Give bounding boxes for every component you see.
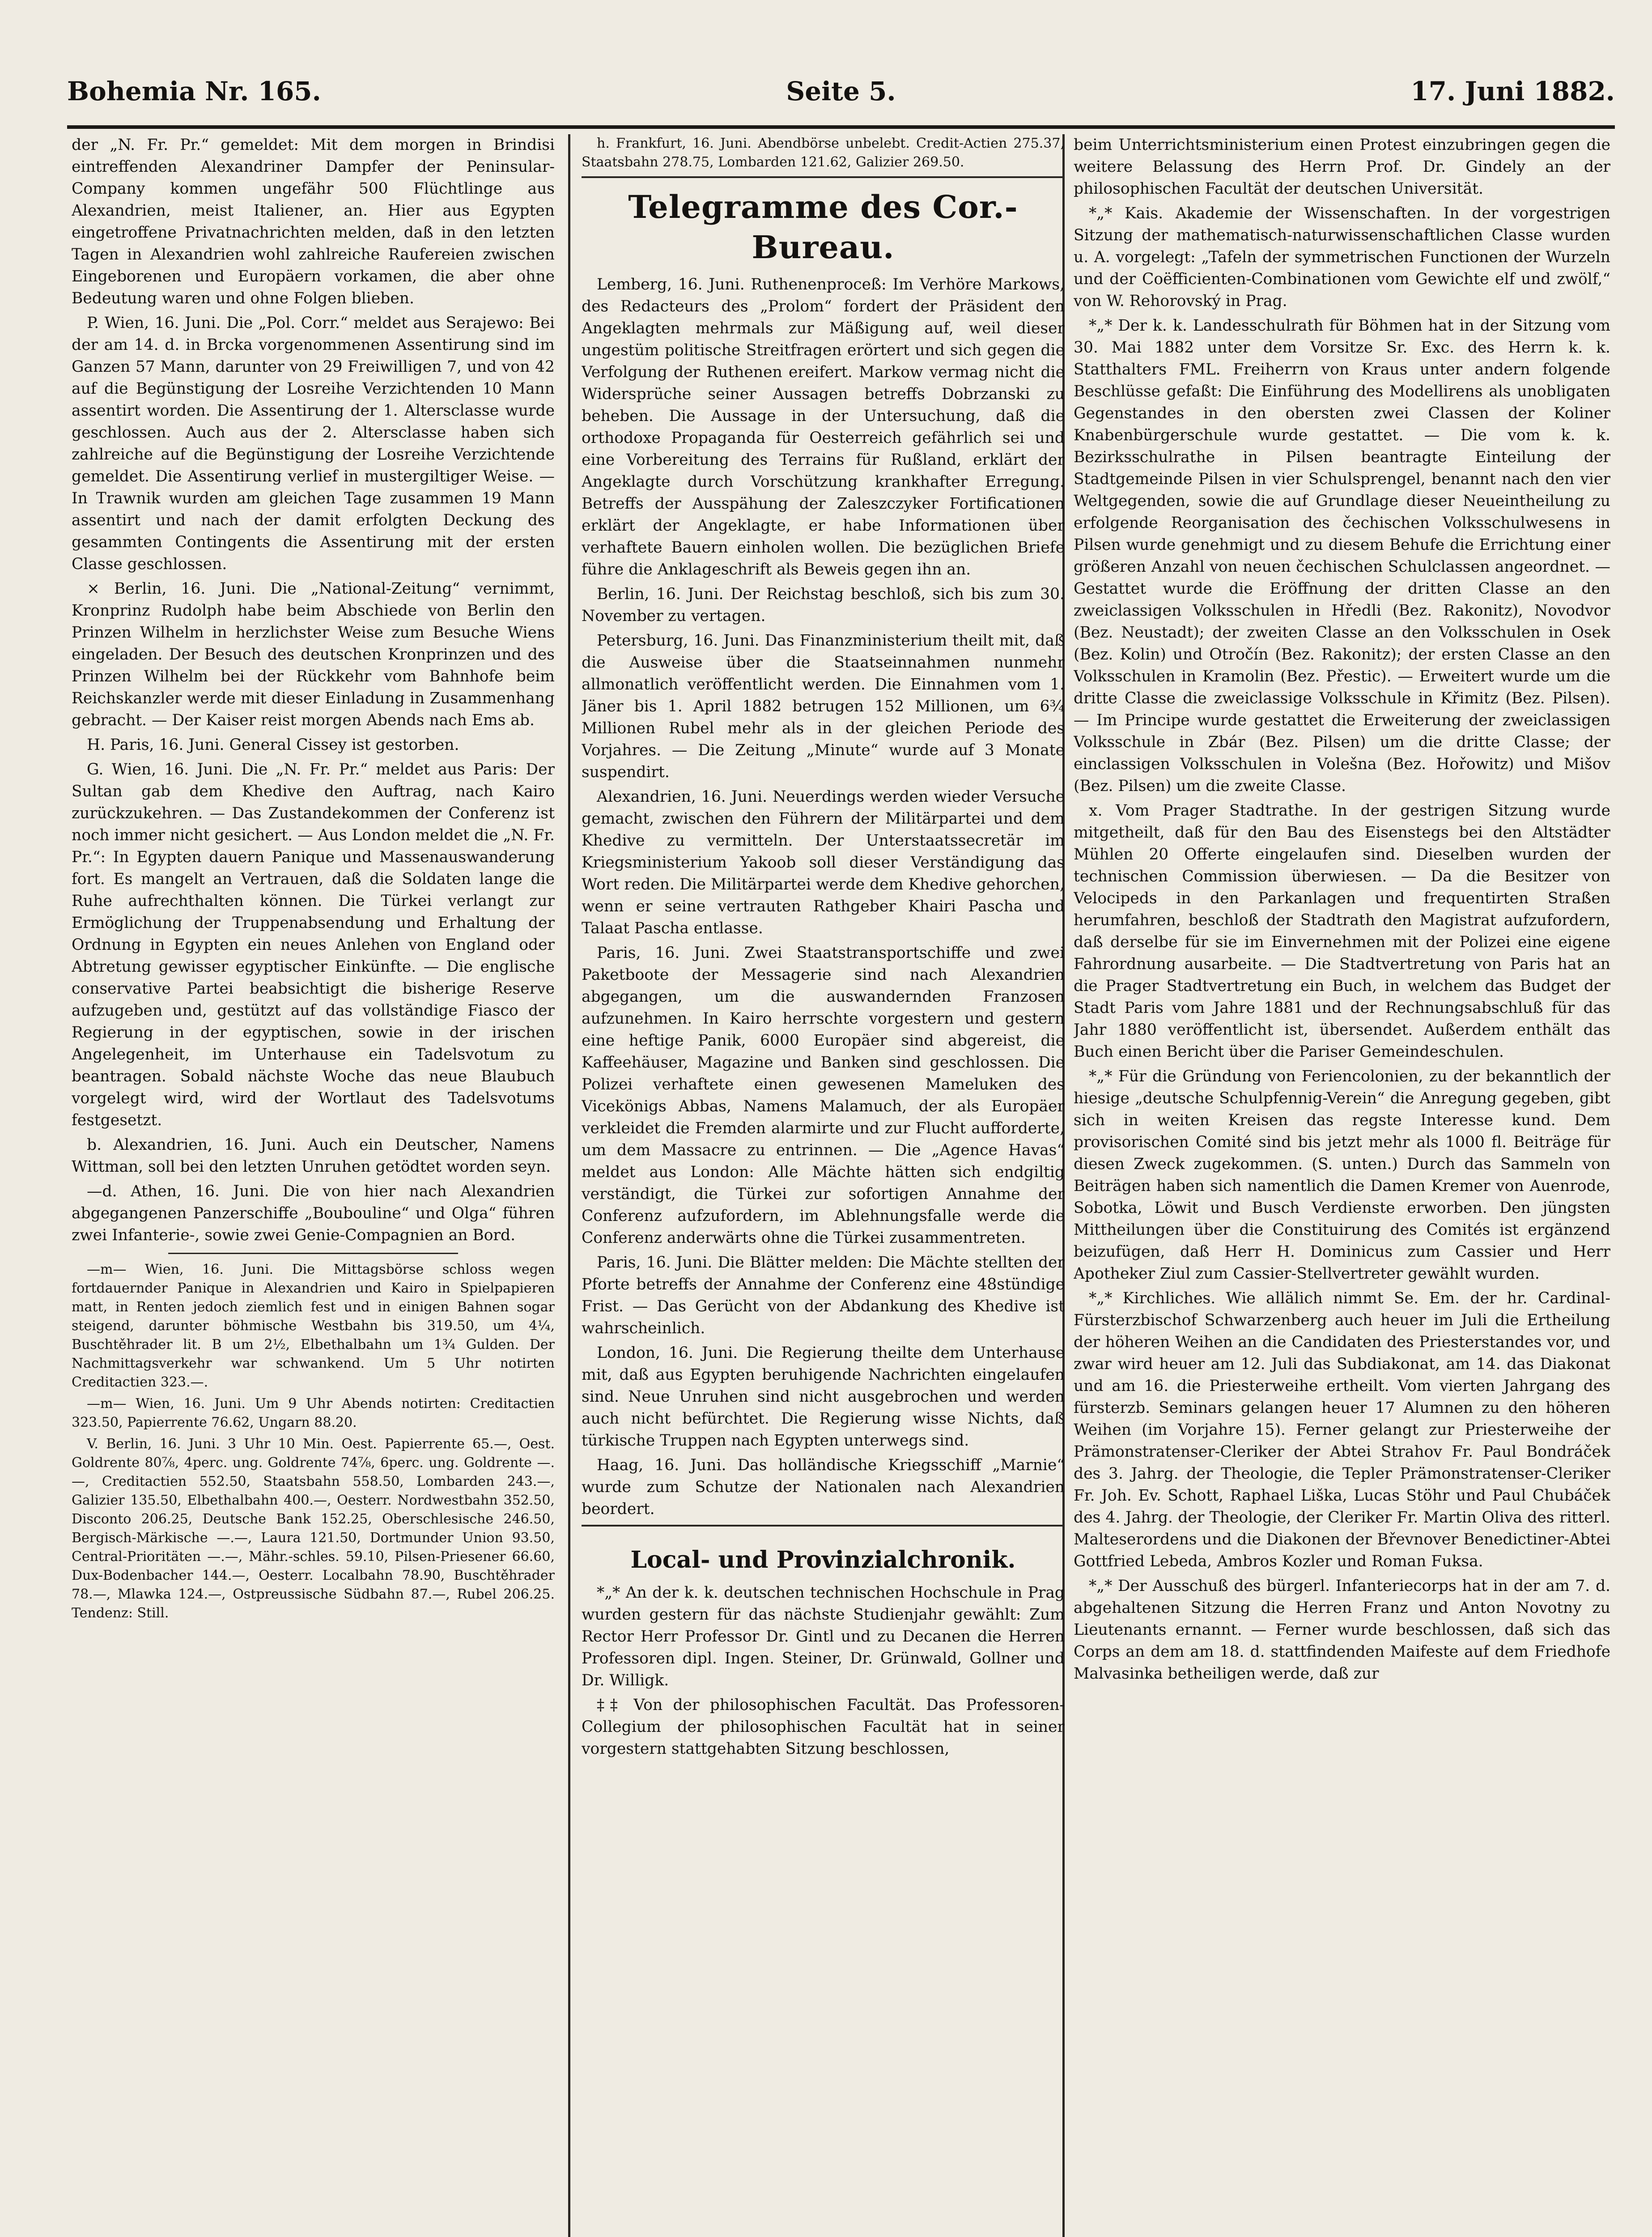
telegram: Berlin, 16. Juni. Der Reichstag beschloß, sich bis zum 30. November zu vertagen. (582, 585, 1065, 625)
page-number: Seite 5. (786, 76, 896, 106)
local-news: *„* Der Ausschuß des bürgerl. Infanteriecorps hat in der am 7. d. abgehaltenen Sitzung die Herren Franz und Anton Novotny zu Lieutenants ernannt. — Ferner wurde beschlossen, daß sich das Corps an dem am 18. d. stattfindenden Maifeste auf dem Friedhofe Malvasinka betheiligen werde, daß zur (1074, 1577, 1610, 1683)
local-news: *„* Der k. k. Landesschulrath für Böhmen hat in der Sitzung vom 30. Mai 1882 unter dem Vorsitze Sr. Exc. des Herrn k. k. Statthalters FML. Freiherrn von Kraus unter andern folgende Beschlüsse gefaßt: Die Einführung des Modellirens als unobligaten Gegenstandes in den obersten zwei Classen der Koliner Knabenbürgerschule wurde gestattet. — Die vom k. k. Bezirksschulrathe in Pilsen beantragte Einteilung der Stadtgemeinde Pilsen in vier Schulsprengel, benannt nach den vier Weltgegenden, sowie die auf Grundlage dieser Neueintheilung zu erfolgende Reorganisation des čechischen Volksschulwesens in Pilsen wurde genehmigt und zu diesem Behufe die Errichtung einer größeren Anzahl von neuen čechischen Schulclassen angeordnet. — Gestattet wurde die Eröffnung der dritten Classe an den zweiclassigen Volksschulen in Hředli (Bez. Rakonitz), Novodvor (Bez. Neustadt); der zweiten Classe an den Volksschulen in Osek (Bez. Kolin) und Otročín (Bez. Rakonitz); der ersten Classe an den Volksschulen in Kramolin (Bez. Přestic). — Erweitert wurde um die dritte Classe die zweiclassige Volksschule in Křimitz (Bez. Pilsen). — Im Principe wurde gestattet die Erweiterung der zweiclassigen Volksschule in Zbár (Bez. Pilsen) um die dritte Classe; der einclassigen Volksschulen in Volešna (Bez. Hořowitz) und Mišov (Bez. Pilsen) um die zweite Classe. (1074, 317, 1610, 795)
issue-date: 17. Juni 1882. (1410, 76, 1615, 106)
telegram: Haag, 16. Juni. Das holländische Kriegsschiff „Marnie“ wurde zum Schutze der Nationalen nach Alexandrien beordert. (582, 1456, 1065, 1518)
column-3 (1074, 134, 1610, 2237)
local-news: *„* An der k. k. deutschen technischen Hochschule in Prag wurden gestern für das nächste Studienjahr gewählt: Zum Rector Herr Professor Dr. Gintl und zu Decanen die Herren Professoren dipl. Ingen. Steiner, Dr. Grünwald, Gollner und Dr. Willigk. (582, 1584, 1065, 1689)
local-news: ‡‡ Von der philosophischen Facultät. Das Professoren-Collegium der philosophischen Facultät hat in seiner vorgestern stattgehabten Sitzung beschlossen, (582, 1696, 1065, 1758)
masthead (67, 67, 1615, 116)
telegram: Alexandrien, 16. Juni. Neuerdings werden wieder Versuche gemacht, zwischen den Führern der Militärpartei und dem Khedive zu vermitteln. Der Unterstaatssecretär im Kriegsministerium Yakoob soll dieser Verständigung das Wort reden. Die Militärpartei werde dem Khedive gehorchen, wenn er seine vertrauten Rathgeber Khairi Pascha und Talaat Pascha entlasse. (582, 788, 1065, 937)
article-paragraph: P. Wien, 16. Juni. Die „Pol. Corr.“ meldet aus Serajewo: Bei der am 14. d. in Brcka vorgenommenen Assentirung sind im Ganzen 57 Mann, darunter von 29 Freiwilligen 7, und von 42 auf die Begünstigung der Losreihe Verzichtenden 10 Mann assentirt worden. Die Assentirung der 1. Altersclasse wurde geschlossen. Auch aus der 2. Altersclasse haben sich zahlreiche auf die Begünstigung der Losreihe Verzichtende gemeldet. Die Assentirung verlief in mustergiltiger Weise. — In Trawnik wurden am gleichen Tage zusammen 19 Mann assentirt und nach der damit erfolgten Deckung des gesammten Contingents die Assentirung mit der ersten Classe geschlossen. (72, 314, 555, 573)
local-news: *„* Für die Gründung von Feriencolonien, zu der bekanntlich der hiesige „deutsche Schulpfennig-Verein“ die Anregung gegeben, gibt sich in weiten Kreisen das regste Interesse kund. Dem provisorischen Comité sind bis jetzt mehr als 1000 fl. Beiträge für diesen Zweck zugekommen. (S. unten.) Durch das Sammeln von Beiträgen haben sich namentlich die Damen Kremer von Auenrode, Sobotka, Löwit und Busch Verdienste erworben. Den jüngsten Mittheilungen über die Constituirung des Comités ist ergänzend beizufügen, daß Herr H. Dominicus zum Cassier und Herr Apotheker Ziul zum Cassier-Stellvertreter gewählt wurden. (1074, 1067, 1610, 1283)
masthead-rule (67, 125, 1615, 129)
telegram: Paris, 16. Juni. Zwei Staatstransportschiffe und zwei Paketboote der Messagerie sind nach Alexandrien abgegangen, um die auswandernden Franzosen aufzunehmen. In Kairo herrschte vorgestern und gestern eine heftige Panik, 6000 Europäer sind abgereist, die Kaffeehäuser, Magazine und Banken sind geschlossen. Die Polizei verhaftete einen gewesenen Mameluken des Vicekönigs Abbas, Namens Malamuch, der als Europäer verkleidet die Fremden alarmirte und zur Flucht aufforderte, um dem Massacre zu entrinnen. — Die „Agence Havas“ meldet aus London: Alle Mächte hätten sich endgiltig verständigt, die Türkei zur sofortigen Annahme der Conferenz aufzufordern, im Ablehnungsfalle werde die Conferenz anderwärts ohne die Türkei zusammentreten. (582, 944, 1065, 1247)
market-report: h. Frankfurt, 16. Juni. Abendbörse unbelebt. Credit-Actien 275.37, Staatsbahn 278.75, Lombarden 121.62, Galizier 269.50. (582, 136, 1065, 170)
article-paragraph: der „N. Fr. Pr.“ gemeldet: Mit dem morgen in Brindisi eintreffenden Alexandriner Dampfer der Peninsular-Company kommen ungefähr 500 Flüchtlinge aus Alexandrien, meist Italiener, an. Hier aus Egypten eingetroffene Privatnachrichten melden, daß in den letzten Tagen in Alexandrien wohl zahlreiche Raufereien zwischen Eingeborenen und Europäern vorkamen, die aber ohne Bedeutung waren und ohne Folgen blieben. (72, 136, 555, 307)
local-news: *„* Kirchliches. Wie allälich nimmt Se. Em. der hr. Cardinal-Fürsterzbischof Schwarzenberg auch heuer im Juli die Ertheilung der höheren Weihen an die Candidaten des Priesterstandes vor, und zwar wird heuer am 12. Juli das Subdiakonat, am 14. das Diakonat und am 16. die Priesterweihe ertheilt. Vom vierten Jahrgang des fürsterzb. Seminars gelangen heuer 17 Alumnen zu den höheren Weihen (im Vorjahre 15). Ferner gelangt zur Priesterweihe der Prämonstratenser-Cleriker der Abtei Strahov Fr. Paul Bondráček des 3. Jahrg. der Theologie, die Tepler Prämonstratenser-Cleriker Fr. Joh. Ev. Schott, Raphael Liška, Lucas Stöhr und Paul Chubáček des 4. Jahrg. der Theologie, der Cleriker Fr. Martin Oliva des ritterl. Malteserordens und die Diakonen der Břevnover Benedictiner-Abtei Gottfried Lebeda, Ambros Kozler und Roman Fuksa. (1074, 1289, 1610, 1570)
article-paragraph: H. Paris, 16. Juni. General Cissey ist gestorben. (87, 736, 459, 754)
column-rule (568, 134, 570, 2237)
telegram: Paris, 16. Juni. Die Blätter melden: Die Mächte stellten der Pforte betreffs der Annahme der Conferenz eine 48stündige Frist. — Das Gerücht von der Abdankung des Khedive ist wahrscheinlich. (582, 1254, 1065, 1337)
market-report: —m— Wien, 16. Juni. Um 9 Uhr Abends notirten: Creditactien 323.50, Papierrente 76.62, Ungarn 88.20. (72, 1396, 555, 1430)
market-report: —m— Wien, 16. Juni. Die Mittagsbörse schloss wegen fortdauernder Panique in Alexandrien und Kairo in Spielpapieren matt, in Renten jedoch ziemlich fest und in einigen Bahnen sogar steigend, darunter böhmische Westbahn bis 319.50, um 4¼, Buschtěhrader lit. B um 2½, Elbethalbahn um 1¾ Gulden. Der Nachmittagsverkehr war schwankend. Um 5 Uhr notirten Creditactien 323.—. (72, 1262, 555, 1390)
telegram: London, 16. Juni. Die Regierung theilte dem Unterhause mit, daß aus Egypten beruhigende Nachrichten eingelaufen sind. Neue Unruhen sind nicht ausgebrochen und werden auch nicht befürchtet. Die Regierung wisse Nichts, daß türkische Truppen nach Egypten unterwegs sind. (582, 1344, 1065, 1450)
market-report: V. Berlin, 16. Juni. 3 Uhr 10 Min. Oest. Papierrente 65.—, Oest. Goldrente 80⅞, 4perc. ung. Goldrente 74⅞, 6perc. ung. Goldrente —.—, Creditactien 552.50, Staatsbahn 558.50, Lombarden 243.—, Galizier 135.50, Elbethalbahn 400.—, Oesterr. Nordwestbahn 352.50, Disconto 206.25, Deutsche Bank 152.25, Oberschlesische 246.50, Bergisch-Märkische —.—, Laura 121.50, Dortmunder Union 93.50, Central-Prioritäten —.—, Mähr.-schles. 59.10, Pilsen-Priesener 66.60, Dux-Bodenbacher 144.—, Oesterr. Localbahn 78.90, Buschtěhrader 78.—, Mlawka 124.—, Ostpreussische Südbahn 87.—, Rubel 206.25. Tendenz: Still. (72, 1436, 555, 1621)
local-news: x. Vom Prager Stadtrathe. In der gestrigen Sitzung wurde mitgetheilt, daß für den Bau des Eisenstegs bei den Altstädter Mühlen 20 Offerte eingelaufen sind. Dieselben wurden der technischen Commission überwiesen. — Da die Besitzer von Velocipeds in den Parkanlagen und frequentirten Straßen herumfahren, beschloß der Stadtrath den Magistrat aufzufordern, daß derselbe für sie im Einvernehmen mit der Polizei eine eigene Fahrordnung ausarbeite. — Die Stadtvertretung von Paris hat an die Prager Stadtvertretung ein Buch, in welchem das Budget der Stadt Paris vom Jahre 1881 und der Rechnungsabschluß für das Jahr 1880 veröffentlicht ist, übersendet. Außerdem enthält das Buch einen Bericht über die Pariser Gemeindeschulen. (1074, 802, 1610, 1061)
local-news: beim Unterrichtsministerium einen Protest einzubringen gegen die weitere Belassung des Herrn Prof. Dr. Gindely an der philosophischen Facultät der deutschen Universität. (1074, 136, 1610, 198)
article-paragraph: b. Alexandrien, 16. Juni. Auch ein Deutscher, Namens Wittman, soll bei den letzten Unruhen getödtet worden seyn. (72, 1136, 555, 1176)
separator (168, 1253, 458, 1254)
article-paragraph: × Berlin, 16. Juni. Die „National-Zeitung“ vernimmt, Kronprinz Rudolph habe beim Abschiede von Berlin den Prinzen Wilhelm in herzlichster Weise zum Besuche Wiens eingeladen. Der Besuch des deutschen Kronprinzen und des Prinzen Wilhelm bei der Rückkehr vom Bahnhofe beim Reichskanzler werde mit dieser Einladung in Zusammenhang gebracht. — Der Kaiser reist morgen Abends nach Ems ab. (72, 580, 555, 729)
section-heading: Telegramme des Cor.-Bureau. (628, 188, 1018, 266)
section-heading: Local- und Provinzialchronik. (630, 1546, 1016, 1574)
telegram: Lemberg, 16. Juni. Ruthenenproceß: Im Verhöre Markows, des Redacteurs des „Prolom“ fordert der Präsident den Angeklagten mehrmals zur Mäßigung auf, weil dieser ungestüm politische Streitfragen erörtert und sich gegen die Verfolgung der Ruthenen ereifert. Markow vermag nicht die Widersprüche seiner Aussagen betreffs Dobrzanski zu beheben. Die Aussage in der Untersuchung, daß die orthodoxe Propaganda für Oesterreich gefährlich sei und eine Vorbereitung des Terrains für Rußland, erklärt der Angeklagte durch Vorschützung krankhafter Erregung. Betreffs der Ausspähung der Zaleszczyker Fortificationen erklärt der Angeklagte, er habe Informationen über verhaftete Bauern einholen wollen. Die bezüglichen Briefe führe die Anklageschrift als Beweis gegen ihn an. (582, 276, 1065, 578)
local-news: *„* Kais. Akademie der Wissenschaften. In der vorgestrigen Sitzung der mathematisch-naturwissenschaftlichen Classe wurden u. A. vorgelegt: „Tafeln der symmetrischen Functionen der Wurzeln und der Coëfficienten-Combinationen vom Gewichte elf und zwölf,“ von W. Rehorovský in Prag. (1074, 204, 1610, 310)
telegram: Petersburg, 16. Juni. Das Finanzministerium theilt mit, daß die Ausweise über die Staatseinnahmen nunmehr allmonatlich veröffentlicht werden. Die Einnahmen vom 1. Jäner bis 1. April 1882 betrugen 152 Millionen, um 6¾ Millionen Rubel mehr als in der gleichen Periode des Vorjahres. — Die Zeitung „Minute“ wurde auf 3 Monate suspendirt. (582, 632, 1065, 781)
issue-number: Bohemia Nr. 165. (67, 76, 321, 106)
column-1 (72, 134, 555, 2237)
column-2 (582, 134, 1065, 2237)
section-rule (582, 176, 1065, 178)
section-rule (582, 1525, 1065, 1527)
article-paragraph: G. Wien, 16. Juni. Die „N. Fr. Pr.“ meldet aus Paris: Der Sultan gab dem Khedive den Auftrag, nach Kairo zurückzukehren. — Das Zustandekommen der Conferenz ist noch immer nicht gesichert. — Aus London meldet die „N. Fr. Pr.“: In Egypten dauern Panique und Massenauswanderung fort. Es mangelt an Vertrauen, daß die Soldaten lange die Ruhe aufrechthalten können. Die Türkei verlangt zur Ermöglichung der Truppenabsendung und Erhaltung der Ordnung in Egypten ein neues Anlehen von England oder Abtretung gewisser egyptischer Einkünfte. — Die englische conservative Partei beabsichtigt die bisherige Reserve aufzugeben und, gestützt auf das vollständige Fiasco der Regierung in der egyptischen, sowie in der irischen Angelegenheit, im Unterhause ein Tadelsvotum zu beantragen. Sobald nächste Woche das neue Blaubuch vorgelegt wird, wird der Wortlaut des Tadelsvotums festgesetzt. (72, 761, 555, 1129)
article-paragraph: —d. Athen, 16. Juni. Die von hier nach Alexandrien abgegangenen Panzerschiffe „Boubouline“ und Olga“ führen zwei Infanterie-, sowie zwei Genie-Compagnien an Bord. (72, 1182, 555, 1244)
